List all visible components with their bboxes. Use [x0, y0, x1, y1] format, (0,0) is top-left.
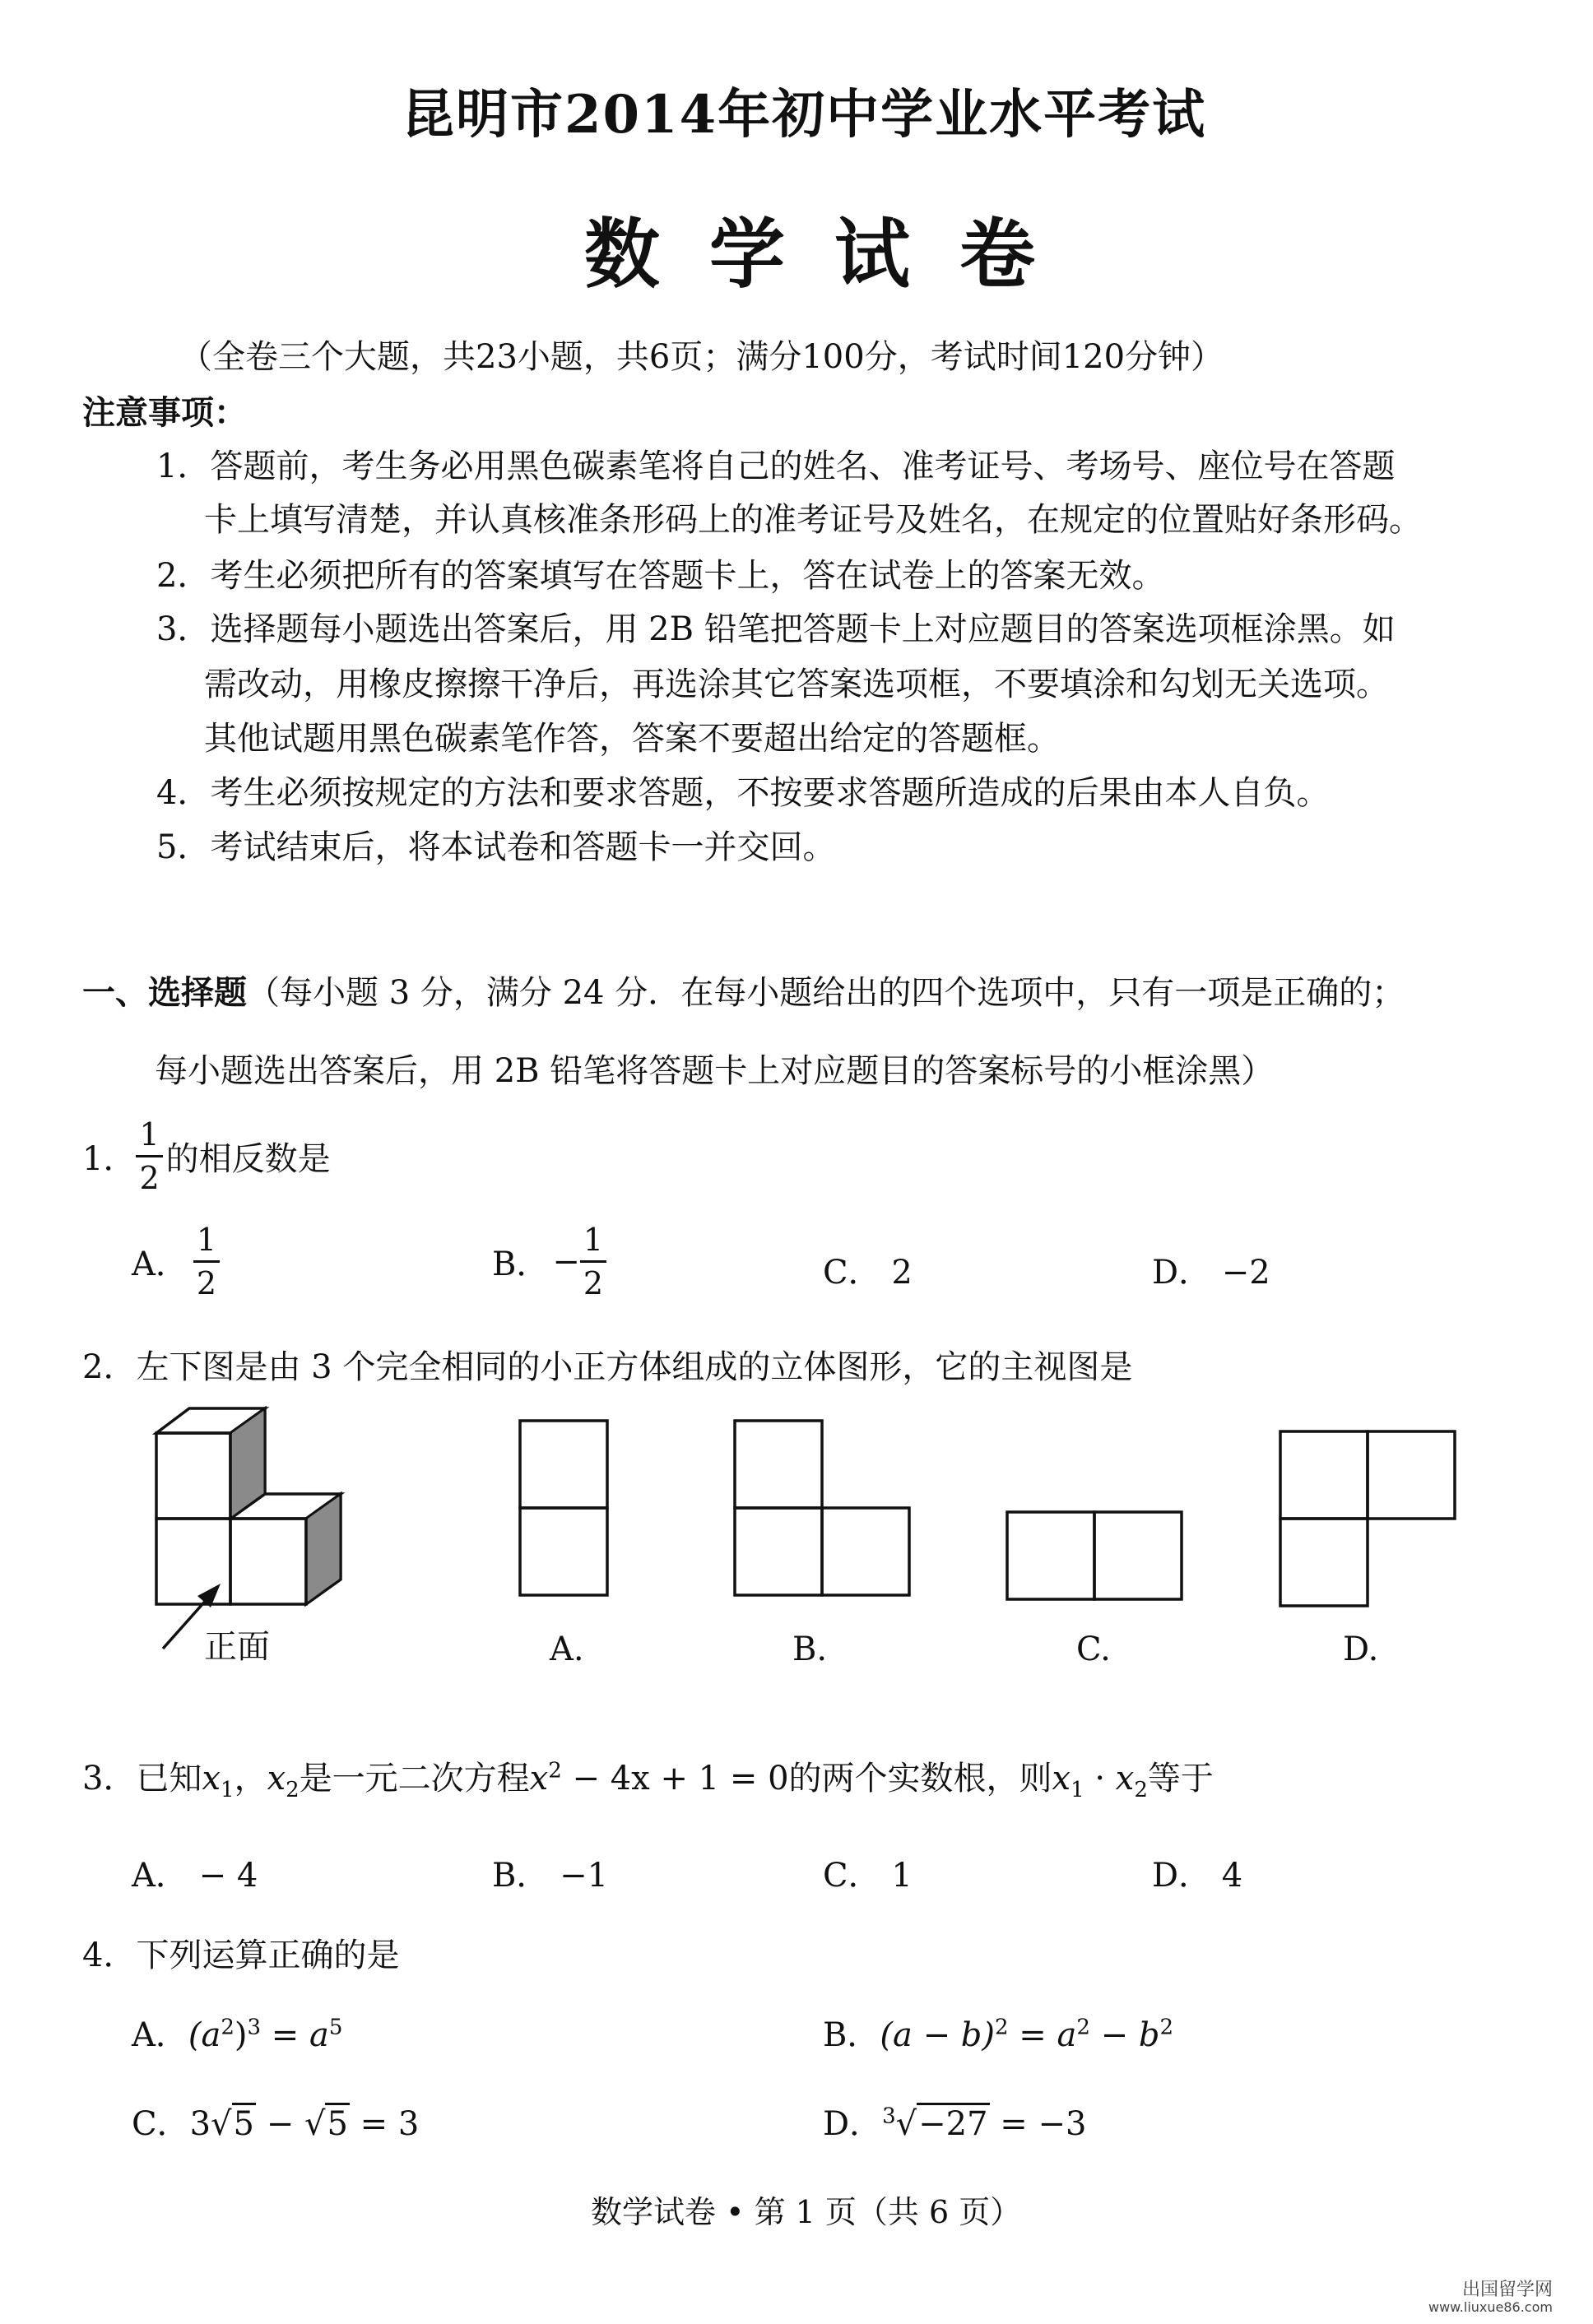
math: (a − b) [880, 2016, 996, 2054]
notice-item: 其他试题用黑色碳素笔作答，答案不要超出给定的答题框。 [204, 720, 1060, 758]
superscript: 2 [1076, 2015, 1090, 2040]
math: (a [188, 2016, 221, 2054]
math: = 3 [349, 2105, 420, 2143]
var-x: x [267, 1760, 286, 1798]
question-4: 4．下列运算正确的是 [82, 1937, 400, 1974]
math: ) [234, 2016, 248, 2054]
notice-item: 3．选择题每小题选出答案后，用 2B 铅笔把答题卡上对应题目的答案选项框涂黑。如 [156, 610, 1396, 648]
subscript: 1 [1071, 1778, 1084, 1802]
option-label: B． [492, 1245, 550, 1283]
q2-label-a: A. [550, 1631, 584, 1668]
q3-text: 3．已知 [82, 1760, 202, 1798]
question-2: 2．左下图是由 3 个完全相同的小正方体组成的立体图形，它的主视图是 [82, 1348, 1133, 1386]
notice-item: 2．考生必须把所有的答案填写在答题卡上，答在试卷上的答案无效。 [156, 557, 1165, 595]
superscript: 2 [995, 2015, 1009, 2040]
math: − b [1089, 2016, 1160, 2054]
option-label: B． [823, 2016, 880, 2054]
fraction-denominator: 2 [196, 1265, 217, 1301]
watermark-url: www.liuxue86.com [1428, 2299, 1553, 2316]
radicand: 5 [232, 2103, 256, 2143]
superscript: 2 [221, 2015, 235, 2040]
exam-subtitle: 数学试卷 [584, 210, 1085, 299]
option-label: A． [132, 2016, 188, 2054]
q4-option-d [823, 2098, 1086, 2145]
fraction-denominator: 2 [583, 1265, 604, 1301]
var-x: x [1115, 1760, 1135, 1798]
section-desc: （每小题 3 分，满分 24 分．在每小题给出的四个选项中，只有一项是正确的； [247, 974, 1405, 1012]
section-desc-2: 每小题选出答案后，用 2B 铅笔将答题卡上对应题目的答案标号的小框涂黑） [155, 1052, 1275, 1090]
minus-sign: − [552, 1242, 580, 1281]
q4-option-a [132, 2009, 342, 2056]
option-label: A． [132, 1245, 188, 1283]
q2-label-b: B. [792, 1631, 828, 1668]
q3-option-a: A． − 4 [132, 1857, 258, 1895]
notice-item: 1．答题前，考生务必用黑色碳素笔将自己的姓名、准考证号、考场号、座位号在答题 [156, 448, 1396, 485]
fraction-numerator: 1 [193, 1224, 220, 1263]
q1-option-c: C． 2 [823, 1254, 913, 1292]
q2-label-d: D. [1343, 1631, 1379, 1668]
radicand: 5 [325, 2103, 349, 2143]
var-x: x [202, 1760, 221, 1798]
notice-item: 卡上填写清楚，并认真核准条形码上的准考证号及姓名，在规定的位置贴好条形码。 [204, 501, 1422, 539]
superscript: 3 [247, 2015, 262, 2040]
fraction-numerator: 1 [136, 1119, 162, 1157]
q3-text: 是一元二次方程 [299, 1760, 530, 1798]
q1-option-d: D． −2 [1152, 1254, 1270, 1292]
equation-rest: − 4x + 1 = 0 [561, 1760, 789, 1798]
exam-title: 昆明市2014年初中学业水平考试 [402, 84, 1207, 146]
q4-option-c [132, 2098, 419, 2145]
superscript: 5 [328, 2015, 343, 2040]
superscript: 2 [1159, 2015, 1174, 2040]
q3-text: ， [234, 1760, 267, 1798]
notice-item: 4．考生必须按规定的方法和要求答题，不按要求答题所造成的后果由本人自负。 [156, 774, 1330, 812]
math: = a [1008, 2016, 1077, 2054]
question-3 [82, 1752, 1214, 1802]
section-heading: 一、选择题 [82, 973, 247, 1012]
q3-text: 的两个实数根，则 [788, 1760, 1052, 1798]
math: = −3 [989, 2105, 1087, 2143]
math: 3√ [189, 2105, 232, 2143]
root-index: 3 [882, 2104, 896, 2129]
subscript: 1 [221, 1778, 235, 1802]
subscript: 2 [286, 1778, 300, 1802]
q3-option-d: D． 4 [1152, 1857, 1243, 1895]
notice-item: 需改动，用橡皮擦擦干净后，再选涂其它答案选项框，不要填涂和勾划无关选项。 [204, 666, 1389, 703]
superscript: 2 [548, 1758, 562, 1784]
front-label: 正面 [204, 1628, 270, 1666]
dot: · [1084, 1760, 1116, 1798]
subscript: 2 [1134, 1778, 1148, 1802]
q4-option-b [823, 2009, 1173, 2056]
var-x: x [1052, 1760, 1071, 1798]
fraction-denominator: 2 [139, 1160, 160, 1196]
exam-info: （全卷三个大题，共23小题，共6页；满分100分，考试时间120分钟） [179, 338, 1224, 376]
question-stem: 的相反数是 [165, 1140, 331, 1178]
fraction-numerator: 1 [580, 1224, 606, 1263]
watermark-logo [1428, 2280, 1553, 2315]
option-label: D． [823, 2105, 883, 2143]
option-label: C． [132, 2105, 190, 2143]
math: − √ [256, 2105, 326, 2143]
notice-heading: 注意事项： [82, 393, 247, 432]
math: = a [261, 2016, 329, 2054]
radicand: −27 [917, 2103, 989, 2143]
radical-sign: √ [895, 2105, 917, 2143]
q3-option-c: C． 1 [823, 1857, 913, 1895]
page-footer: 数学试卷 • 第 1 页（共 6 页） [591, 2194, 1022, 2230]
notice-item: 5．考试结束后，将本试卷和答题卡一并交回。 [156, 828, 836, 866]
q2-label-c: C. [1076, 1631, 1111, 1668]
q3-text: 等于 [1147, 1760, 1214, 1798]
watermark-text: 出国留学网 [1461, 2280, 1553, 2300]
question-number: 1． [82, 1140, 137, 1178]
var-x: x [529, 1760, 549, 1798]
q3-option-b: B． −1 [492, 1857, 609, 1895]
